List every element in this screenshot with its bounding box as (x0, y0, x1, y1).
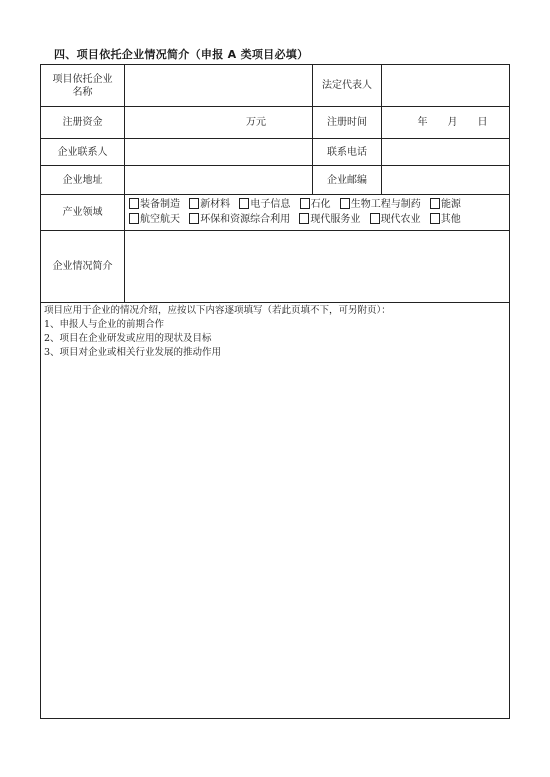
company-name-label (41, 65, 124, 106)
email-label: 企业邮编 (327, 174, 367, 186)
checkbox[interactable] (239, 198, 249, 209)
industry-option: 现代农业 (380, 214, 421, 225)
checkbox[interactable] (189, 198, 199, 209)
industry-label: 产业领域 (62, 207, 103, 218)
instructions-intro: 项目应用于企业的情况介绍，应按以下内容逐项填写（若此页填不下，可另附页）： (44, 305, 391, 316)
registered-capital-field[interactable] (125, 107, 312, 138)
profile-label: 企业情况简介 (52, 261, 113, 272)
checkbox[interactable] (430, 198, 440, 209)
phone-field[interactable] (382, 139, 509, 165)
checkbox[interactable] (430, 213, 440, 224)
contact-person-label: 企业联系人 (57, 146, 108, 158)
registration-date-field[interactable] (382, 107, 509, 138)
industry-options-row1 (129, 198, 461, 211)
application-description-area[interactable] (41, 303, 509, 718)
checkbox[interactable] (300, 198, 310, 209)
legal-rep-label: 法定代表人 (322, 80, 372, 91)
industry-option: 生物工程与制药 (350, 199, 421, 210)
date-month: 月 (447, 117, 458, 128)
company-name-label-line1: 项目依托企业 (52, 73, 113, 85)
instruction-item: 3、项目对企业或相关行业发展的推动作用 (44, 347, 222, 358)
checkbox[interactable] (129, 198, 139, 209)
email-field[interactable] (382, 166, 509, 194)
contact-person-field[interactable] (125, 139, 312, 165)
legal-rep-field[interactable] (382, 65, 509, 106)
instruction-item: 1、申报人与企业的前期合作 (44, 319, 165, 330)
description-instructions (44, 304, 391, 360)
checkbox[interactable] (189, 213, 199, 224)
industry-option: 航空航天 (140, 214, 180, 225)
profile-field[interactable] (125, 231, 509, 302)
industry-option: 能源 (440, 199, 461, 210)
checkbox[interactable] (129, 213, 139, 224)
date-day: 日 (477, 117, 488, 128)
date-year: 年 (417, 117, 428, 128)
phone-label: 联系电话 (327, 146, 367, 158)
section-heading: 四、项目依托企业情况简介（申报 A 类项目必填） (54, 48, 309, 61)
instruction-item: 2、项目在企业研发或应用的现状及目标 (44, 333, 212, 344)
industry-option: 装备制造 (140, 199, 180, 210)
industry-option: 新材料 (200, 199, 231, 210)
registration-time-label: 注册时间 (327, 117, 367, 128)
company-name-field[interactable] (125, 65, 312, 106)
industry-option: 石化 (310, 199, 331, 210)
industry-option: 现代服务业 (310, 214, 361, 225)
industry-option: 电子信息 (250, 199, 291, 210)
company-info-table (40, 64, 510, 719)
industry-option: 环保和资源综合利用 (200, 214, 291, 225)
checkbox[interactable] (340, 198, 350, 209)
registered-capital-label: 注册资金 (62, 117, 103, 128)
checkbox[interactable] (370, 213, 380, 224)
address-label: 企业地址 (62, 174, 103, 186)
checkbox[interactable] (299, 213, 309, 224)
industry-options-row2 (129, 213, 461, 226)
industry-option: 其他 (440, 214, 461, 225)
capital-unit: 万元 (246, 117, 266, 128)
address-field[interactable] (125, 166, 312, 194)
company-name-label-line2: 名称 (72, 86, 93, 98)
